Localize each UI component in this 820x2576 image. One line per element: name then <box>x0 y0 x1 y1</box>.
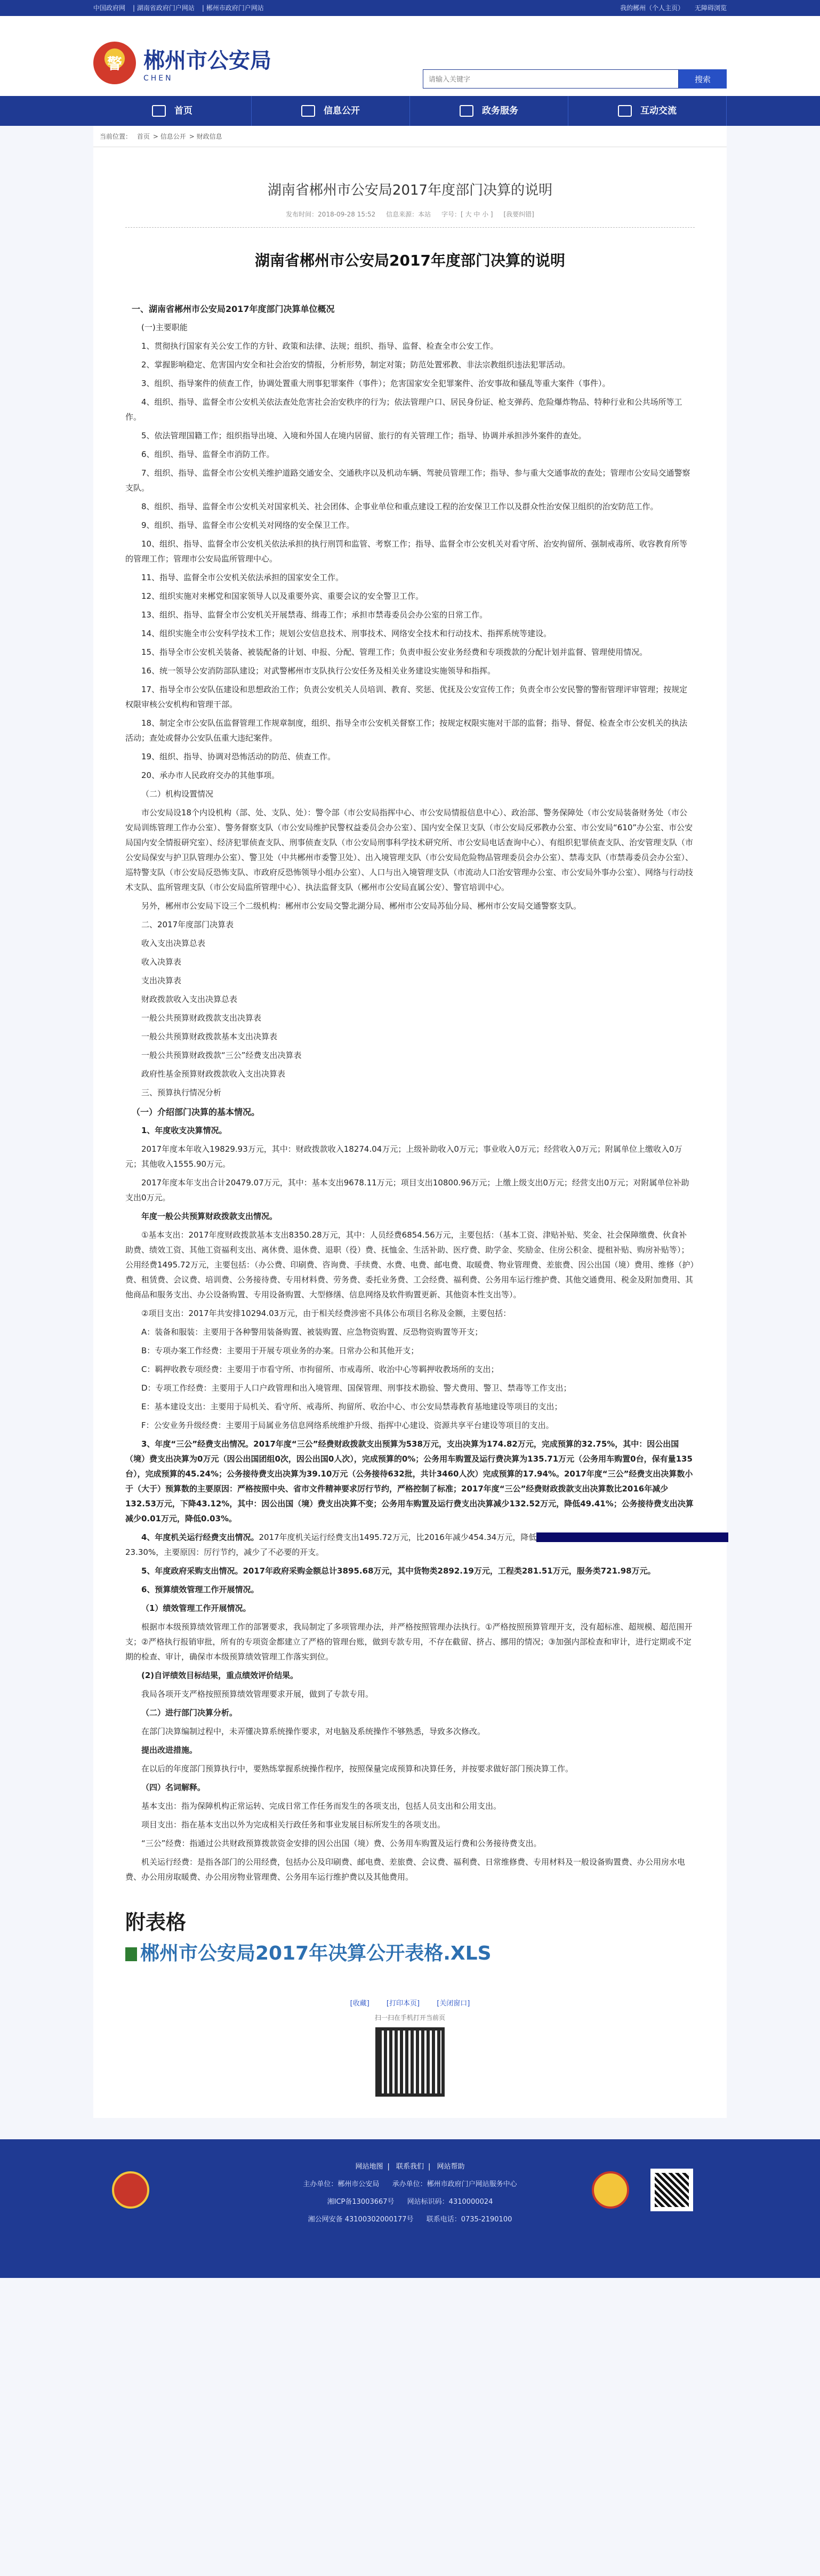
accessibility-link[interactable]: 无障碍浏览 <box>694 4 727 12</box>
nav-home[interactable] <box>93 96 252 126</box>
paragraph: 15、指导全市公安机关装备、被装配备的计划、申报、分配、管理工作；负责申报公安业务经费和专项拨款的分配计划并监督、管理使用情况。 <box>141 647 648 657</box>
paragraph: 我局各项开支严格按照预算绩效管理要求开展，做到了专款专用。 <box>141 1689 374 1699</box>
footer-police-record[interactable]: 湘公网安备 43100302000177号 <box>308 2216 414 2224</box>
footer-icp[interactable]: 湘ICP备13003667号 <box>327 2198 395 2206</box>
paragraph: 18、制定全市公安队伍监督管理工作规章制度，组织、指导全市公安机关督察工作；按规定权限实施对干部的监督；指导、督促、检查全市公安机关的执法活动；查处或督办公安队伍重大违纪案件。 <box>125 718 688 743</box>
paragraph: “三公”经费：指通过公共财政预算拨款资金安排的因公出国（境）费、公务用车购置及运行费和公务接待费支出。 <box>141 1839 542 1848</box>
paragraph: C：羁押收教专项经费：主要用于市看守所、市拘留所、市戒毒所、收治中心等羁押收教场所的支出； <box>141 1365 499 1374</box>
article-tools <box>125 1997 695 2008</box>
police-emblem-icon: 警 <box>93 42 136 84</box>
breadcrumb: 当前位置： 首页 > 信息公开 > 财政信息 <box>93 126 727 147</box>
edit-icon <box>460 105 473 117</box>
topbar-right <box>612 0 727 16</box>
document-title: 湖南省郴州市公安局2017年度部门决算的说明 <box>255 252 565 269</box>
paragraph: 10、组织、指导、监督全市公安机关依法承担的执行刑罚和监管、考察工作；指导、监督全市公安机关对看守所、治安拘留所、强制戒毒所、收容教育所等的管理工作；管理市公安局监所管理中心。 <box>125 539 688 564</box>
paragraph: 在以后的年度部门预算执行中，要熟练掌握系统操作程序，按照保量完成预算和决算任务，并按要求做好部门预决算工作。 <box>141 1764 574 1773</box>
paragraph: 另外，郴州市公安局下设三个二级机构：郴州市公安局交警北湖分局、郴州市公安局苏仙分局、郴州市公安局交通警察支队。 <box>141 901 582 911</box>
favorite-button[interactable]: [收藏] <box>350 2000 369 2008</box>
paragraph: 8、组织、指导、监督全市公安机关对国家机关、社会团体、企事业单位和重点建设工程的治安保卫工作以及群众性治安保卫组织的治安防范工作。 <box>141 502 658 511</box>
paragraph: 12、组织实施对来郴党和国家领导人以及重要外宾、重要会议的安全警卫工作。 <box>141 591 424 601</box>
paragraph: D：专项工作经费：主要用于人口户政管理和出入境管理、国保管理、刑事技术勘验、警犬费用、警卫、禁毒等工作支出； <box>141 1383 572 1393</box>
paragraph: (一)主要职能 <box>141 323 188 332</box>
footer-links: 网站地图 | 联系我们 | 网站帮助 <box>355 2163 465 2171</box>
paragraph: （二）机构设置情况 <box>141 789 214 799</box>
attachment-filename: 郴州市公安局2017年决算公开表格.XLS <box>140 1943 492 1964</box>
paragraph: （1）绩效管理工作开展情况。 <box>141 1603 251 1613</box>
paragraph: 4、组织、指导、监督全市公安机关依法查处危害社会治安秩序的行为；依法管理户口、居民身份证、枪支弹药、危险爆炸物品、特种行业和公共场所等工作。 <box>125 397 682 422</box>
paragraph: 2、掌握影响稳定、危害国内安全和社会治安的情报，分析形势，制定对策；防范处置邪教、非法宗教组织违法犯罪活动。 <box>141 360 570 370</box>
home-icon <box>152 105 166 117</box>
excel-icon <box>125 1947 137 1961</box>
paragraph: 20、承办市人民政府交办的其他事项。 <box>141 771 280 780</box>
breadcrumb-link[interactable]: 信息公开 <box>160 133 186 140</box>
paragraph: ①基本支出：2017年度财政拨款基本支出8350.28万元，其中：人员经费6854.56万元，主要包括：（基本工资、津贴补贴、奖金、社会保障缴费、伙食补助费、绩效工资、其他工资福利支出、离休费、退休费、退职（役）费、抚恤金、生活补助、医疗费、助学金、奖励金、住房公积金、提租补贴、购房补贴等）；公用经费1495.72万元，主要包括：（办公费、印刷费、咨询费、手续费、水费、电费、邮电费、取暖费、物业管理费、差旅费、因公出国（境）费用、维修（护）费、租赁费、会议费、培训费、公务接待费、专用材料费、劳务费、委托业务费、工会经费、福利费、公务用车运行维护费、其他交通费用、税金及附加费用、其他商品和服务支出、办公设备购置、专用设备购置、大型修缮、信息网络及软件购置更新、其他资本性支出等）。 <box>125 1230 695 1299</box>
attachment-heading: 附表格 <box>125 1911 187 1934</box>
paragraph: 2017年度本年收入19829.93万元，其中：财政拨款收入18274.04万元；上级补助收入0万元；事业收入0万元；经营收入0万元；附属单位上缴收入0万元；其他收入1555.90万元。 <box>125 1144 682 1169</box>
article-meta <box>125 210 695 228</box>
paragraph: 年度一般公共预算财政拨款支出情况。 <box>141 1211 278 1221</box>
qr-code-icon <box>375 2027 445 2097</box>
info-icon <box>301 105 315 117</box>
paragraph: 提出改进措施。 <box>141 1745 198 1755</box>
paragraph: 9、组织、指导、监督全市公安机关对网络的安全保卫工作。 <box>141 520 355 530</box>
topbar-link[interactable]: 湖南省政府门户网站 <box>136 4 195 12</box>
paragraph: 14、组织实施全市公安科学技术工作；规划公安信息技术、刑事技术、网络安全技术和行动技术、指挥系统等建设。 <box>141 629 552 638</box>
paragraph: 5、年度政府采购支出情况。2017年政府采购金额总计3895.68万元，其中货物类2892.19万元，工程类281.51万元，服务类721.98万元。 <box>141 1566 656 1576</box>
paragraph: E：基本建设支出：主要用于局机关、看守所、戒毒所、拘留所、收治中心、市公安局禁毒教育基地建设等项目的支出； <box>141 1402 562 1411</box>
footer-phone: 联系电话：0735-2190100 <box>426 2216 512 2224</box>
paragraph: A：装备和服装：主要用于各种警用装备购置、被装购置、应急物资购置、反恐物资购置等开支； <box>141 1327 483 1337</box>
paragraph: 机关运行经费：是指各部门的公用经费，包括办公及印刷费、邮电费、差旅费、会议费、福利费、日常维修费、专用材料及一般设备购置费、办公用房水电费、办公用房取暖费、办公用房物业管理费、公务用车运行维护费以及其他费用。 <box>125 1857 686 1882</box>
print-button[interactable]: [打印本页] <box>386 2000 420 2008</box>
nav-label: 政务服务 <box>482 106 518 116</box>
attachment-link[interactable] <box>125 1938 695 1965</box>
qr-label: 扫一扫在手机打开当前页 <box>374 2014 445 2021</box>
paragraph: 7、组织、指导、监督全市公安机关维护道路交通安全、交通秩序以及机动车辆、驾驶员管理工作；指导、参与重大交通事故的查处；管理市公安局交通警察支队。 <box>125 468 690 493</box>
document-body <box>125 302 695 1884</box>
personal-page-link[interactable]: 我的郴州（个人主页） <box>620 4 685 12</box>
paragraph-text: 23.30%，主要原因：厉行节约，减少了不必要的开支。 <box>125 1547 324 1557</box>
paragraph: 2017年度本年支出合计20479.07万元，其中：基本支出9678.11万元；项目支出10800.96万元；上缴上级支出0万元；经营支出0万元；对附属单位补助支出0万元。 <box>125 1178 689 1202</box>
paragraph: 市公安局设18个内设机构（部、处、支队、处）：警令部（市公安局指挥中心、市公安局情报信息中心）、政治部、警务保障处（市公安局装备财务处（市公安局训练管理工作办公室）、警务督察支队（市公安局维护民警权益委员会办公室）、国内安全保卫支队（市公安局反邪教办公室、市公安局“610”办公室、市公安局国内安全情报研究室）、经济犯罪侦查支队、刑事侦查支队（市公安局刑事科学技术研究所、市公安局电话查询中心）、有组织犯罪侦查支队、治安管理支队（市公安局保安与护卫队管理办公室）、警卫处（中共郴州市委警卫处）、出入境管理支队（市公安局危险物品管理委员会办公室）、禁毒支队（市禁毒委员会办公室）、巡特警支队（市公安局反恐怖支队、市政府反恐怖领导小组办公室）、人口与出入境管理支队（市流动人口治安管理办公室、市公安局外事办公室）、网络与行动技术支队、监所管理支队（市公安局监所管理中心）、执法监督支队（郴州市公安局直属公安）、警官培训中心。 <box>125 808 694 892</box>
footer-police-line <box>0 2213 820 2224</box>
police-badge-icon[interactable] <box>592 2171 629 2209</box>
nav-info-disclosure[interactable] <box>252 96 410 126</box>
site-title: 郴州市公安局 <box>143 47 271 73</box>
redacted-block <box>536 1532 728 1542</box>
paragraph: 16、统一领导公安消防部队建设；对武警郴州市支队执行公安任务及相关业务建设实施领导和指挥。 <box>141 666 496 676</box>
main-nav <box>0 96 820 126</box>
breadcrumb-link[interactable]: 首页 <box>136 133 150 140</box>
paragraph: 项目支出：指在基本支出以外为完成相关行政任务和事业发展目标所发生的各项支出。 <box>141 1820 446 1829</box>
topbar-link[interactable]: 郴州市政府门户网站 <box>206 4 264 12</box>
paragraph: 1、贯彻执行国家有关公安工作的方针、政策和法律、法规；组织、指导、监督、检查全市公安工作。 <box>141 341 499 351</box>
paragraph: 19、组织、指导、协调对恐怖活动的防范、侦查工作。 <box>141 752 336 761</box>
paragraph: B：专项办案工作经费：主要用于开展专项业务的办案。日常办公和其他开支； <box>141 1346 419 1355</box>
topbar <box>0 0 820 16</box>
nav-label: 互动交流 <box>640 106 677 116</box>
paragraph: 6、预算绩效管理工作开展情况。 <box>141 1585 259 1594</box>
footer-site-code: 网站标识码：4310000024 <box>407 2198 493 2206</box>
paragraph: 财政拨款收入支出决算总表 <box>141 994 238 1004</box>
section-heading: （一）介绍部门决算的基本情况。 <box>132 1107 260 1117</box>
paragraph: 收入支出决算总表 <box>141 938 206 948</box>
paragraph <box>125 1530 695 1560</box>
paragraph: 11、指导、监督全市公安机关依法承担的国家安全工作。 <box>141 573 344 582</box>
contact-link[interactable]: 联系我们 <box>396 2163 424 2171</box>
article-title: 湖南省郴州市公安局2017年度部门决算的说明 <box>267 182 553 198</box>
site-logo[interactable] <box>93 42 271 84</box>
sitemap-link[interactable]: 网站地图 <box>355 2163 383 2171</box>
paragraph: 根据市本级预算绩效管理工作的部署要求，我局制定了多项管理办法，并严格按照管理办法执行。①严格按照预算管理开支，没有超标准、超规模、超范围开支；②严格执行报销审批，所有的专项资金都建立了严格的管理台账，做到专款专用，不存在截留、挤占、挪用的情况；③加强内部检查和审计，进行定期或不定期的检查、审计，确保市本级预算绩效管理工作落实到位。 <box>125 1622 693 1662</box>
breadcrumb-prefix: 当前位置： <box>100 133 132 140</box>
paragraph: (2)自评绩效目标结果，重点绩效评价结果。 <box>141 1671 299 1680</box>
paragraph: （四）名词解释。 <box>141 1783 206 1792</box>
paragraph: 三、预算执行情况分析 <box>141 1088 222 1097</box>
search-bar <box>423 69 727 89</box>
article <box>93 147 727 2118</box>
paragraph: 一般公共预算财政拨款“三公”经费支出决算表 <box>141 1050 302 1060</box>
footer <box>0 2139 820 2278</box>
topbar-link[interactable]: 中国政府网 <box>93 4 126 12</box>
search-input[interactable] <box>423 69 679 89</box>
publish-time: 发布时间：2018-09-28 15:52 <box>286 211 376 218</box>
paragraph: 17、指导全市公安队伍建设和思想政治工作；负责公安机关人员培训、教育、奖惩、优抚及公安宣传工作；负责全市公安民警的警衔管理评审管理；按规定权限审核公安机构和管理干部。 <box>125 685 688 709</box>
report-error-link[interactable]: [我要纠错] <box>503 211 534 218</box>
paragraph: 3、组织、指导案件的侦查工作，协调处置重大刑事犯罪案件（事件）；危害国家安全犯罪案件、治安事故和骚乱等重大案件（事件）。 <box>141 379 610 388</box>
paragraph: 政府性基金预算财政拨款收入支出决算表 <box>141 1069 286 1079</box>
party-emblem-icon[interactable] <box>112 2171 149 2209</box>
paragraph: 一般公共预算财政拨款基本支出决算表 <box>141 1032 278 1041</box>
breadcrumb-link[interactable]: 财政信息 <box>196 133 222 140</box>
paragraph: 13、组织、指导、监督全市公安机关开展禁毒、缉毒工作；承担市禁毒委员会办公室的日常工作。 <box>141 610 488 620</box>
paragraph: 在部门决算编制过程中，未弄懂决算系统操作要求，对电脑及系统操作不够熟悉，导致多次修改。 <box>141 1727 486 1736</box>
footer-organizer: 承办单位：郴州市政府门户网站服务中心 <box>392 2180 517 2188</box>
paragraph: 二、2017年度部门决算表 <box>141 920 234 929</box>
paragraph: 1、年度收支决算情况。 <box>141 1126 227 1135</box>
paragraph-text: 2017年度机关运行经费支出1495.72万元，比2016年减少454.34万元，降低 <box>259 1532 537 1542</box>
paragraph: ②项目支出：2017年共安排10294.03万元，由于相关经费涉密不具体公布项目名称及金额，主要包括： <box>141 1309 511 1318</box>
topbar-links: 中国政府网 | 湖南省政府门户网站 | 郴州市政府门户网站 <box>93 4 264 12</box>
attachment-section <box>125 1906 695 1965</box>
close-window-button[interactable]: [关闭窗口] <box>437 2000 470 2008</box>
footer-qr-icon <box>650 2169 693 2211</box>
paragraph: 5、依法管理国籍工作；组织指导出境、入境和外国人在境内居留、旅行的有关管理工作；指导、协调并承担涉外案件的查处。 <box>141 431 586 440</box>
paragraph: （二）进行部门决算分析。 <box>141 1708 238 1718</box>
site-subtitle: CHEN <box>143 74 173 83</box>
font-size-toggle[interactable]: 字号：[ 大 中 小 ] <box>441 211 493 218</box>
paragraph: 基本支出：指为保障机构正常运转、完成日常工作任务而发生的各项支出，包括人员支出和公用支出。 <box>141 1801 502 1811</box>
paragraph: 一般公共预算财政拨款支出决算表 <box>141 1013 262 1023</box>
nav-label: 首页 <box>174 106 192 116</box>
nav-services[interactable] <box>410 96 568 126</box>
paragraph: 6、组织、指导、监督全市消防工作。 <box>141 450 275 459</box>
footer-host: 主办单位：郴州市公安局 <box>303 2180 380 2188</box>
header <box>0 16 820 96</box>
nav-label: 信息公开 <box>324 106 360 116</box>
paragraph-text: 4、年度机关运行经费支出情况。 <box>141 1532 259 1542</box>
chat-icon <box>618 105 632 117</box>
paragraph: 收入决算表 <box>141 957 182 967</box>
help-link[interactable]: 网站帮助 <box>437 2163 465 2171</box>
paragraph: F：公安业务升级经费：主要用于局属业务信息网络系统维护升级、指挥中心建设、资源共享平台建设等项目的支出。 <box>141 1421 554 1430</box>
info-source: 信息来源：本站 <box>386 211 431 218</box>
nav-interaction[interactable] <box>568 96 727 126</box>
section-heading: 一、湖南省郴州市公安局2017年度部门决算单位概况 <box>132 304 335 314</box>
paragraph: 支出决算表 <box>141 976 182 985</box>
search-button[interactable]: 搜索 <box>679 69 727 89</box>
paragraph: 3、年度“三公”经费支出情况。2017年度“三公”经费财政拨款支出预算为538万元，支出决算为174.82万元，完成预算的32.75%，其中：因公出国（境）费支出决算为0万元（因公出国团组0次，因公出国0人次），完成预算的0%；公务用车购置及运行费决算为135.71万元（公务用车购置0台，保有量135台），完成预算的45.24%；公务接待费支出决算为39.10万元（公务接待632批，共计3460人次）完成预算的17.94%。2017年度“三公”经费支出决算数小于（大于）预算数的主要原因：严格按照中央、省市文件精神要求厉行节约，严格控制了标准；2017年度“三公”经费财政拨款支出决算数比2016年减少132.53万元，下降43.12%，其中：因公出国（境）费支出决算不变；公务用车购置及运行费支出决算减少132.52万元，降低49.41%；公务接待费支出决算减少0.01万元，降低0.03%。 <box>125 1439 694 1523</box>
